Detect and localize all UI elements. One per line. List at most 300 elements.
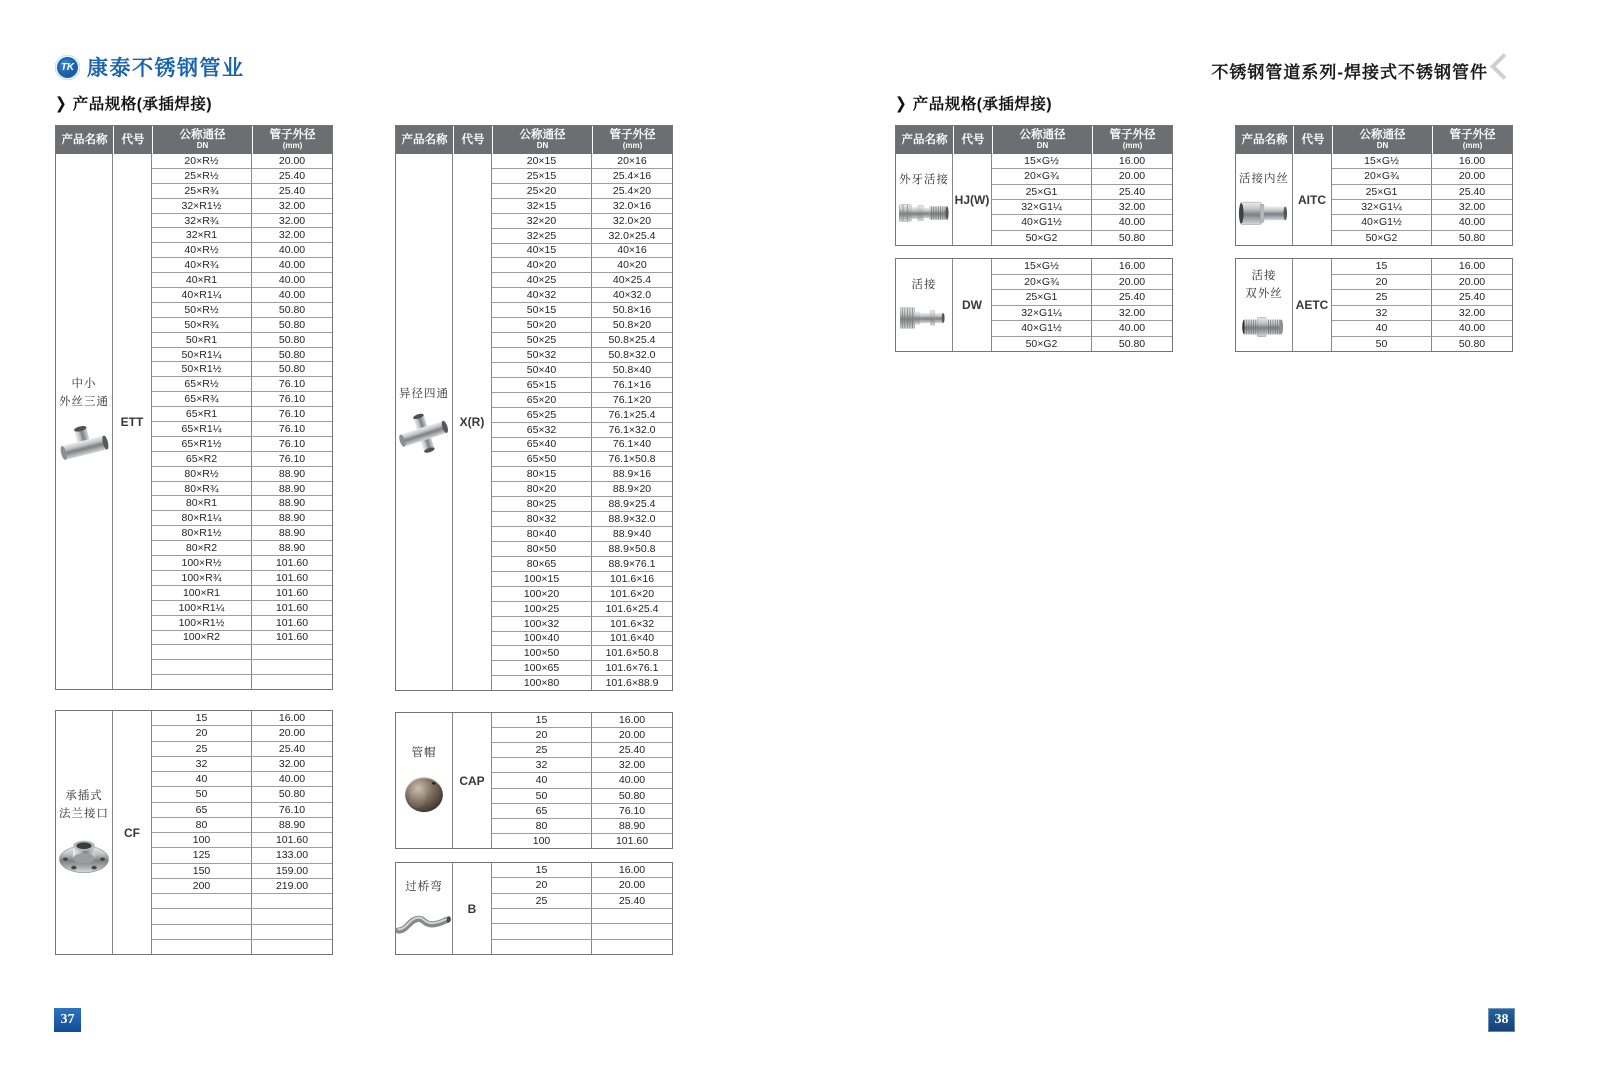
dn-cell: 100×50 xyxy=(492,646,592,660)
od-cell: 40.00 xyxy=(1458,216,1486,229)
dn-cell: 65×R1½ xyxy=(152,437,252,451)
od-cell: 76.1×16 xyxy=(612,378,652,391)
product-table-cf xyxy=(55,710,333,955)
dn-cell: 65×25 xyxy=(492,408,592,422)
od-cell: 50.80 xyxy=(278,788,306,801)
dn-cell: 40×G1½ xyxy=(1332,215,1432,229)
col-dn-line2: DN xyxy=(1036,141,1049,151)
table-row xyxy=(492,362,672,377)
dn-cell: 40×R1 xyxy=(152,273,252,287)
od-cell: 32.00 xyxy=(1118,201,1146,214)
table-row xyxy=(152,227,332,242)
product-name-cell xyxy=(1236,259,1293,351)
table-row xyxy=(492,877,672,892)
od-cell: 25.40 xyxy=(278,742,306,755)
table-row xyxy=(152,376,332,391)
table-row xyxy=(992,154,1172,168)
dn-cell: 65×20 xyxy=(492,393,592,407)
table-body xyxy=(896,154,1172,245)
dn-cell: 100×R1¼ xyxy=(152,601,252,615)
col-dn-line1: 公称通径 xyxy=(1019,128,1066,141)
table-row xyxy=(152,630,332,645)
col-product-name: 产品名称 xyxy=(401,133,448,146)
dn-cell: 15×G½ xyxy=(1332,154,1432,168)
table-row xyxy=(992,320,1172,336)
od-cell: 88.90 xyxy=(278,482,306,495)
table-row xyxy=(152,213,332,228)
table-row xyxy=(492,526,672,541)
table-row xyxy=(1332,289,1512,305)
table-row xyxy=(1332,230,1512,245)
table-row xyxy=(492,631,672,646)
dn-cell: 40×25 xyxy=(492,273,592,287)
col-dn xyxy=(992,126,1092,154)
col-od-line1: 管子外径 xyxy=(269,128,316,141)
od-cell: 20.00 xyxy=(1458,275,1486,288)
dn-cell xyxy=(152,894,252,908)
table-row xyxy=(152,272,332,287)
od-cell: 25.40 xyxy=(1458,185,1486,198)
od-cell: 88.9×16 xyxy=(612,468,652,481)
od-cell: 32.00 xyxy=(1458,306,1486,319)
dn-cell: 50×40 xyxy=(492,363,592,377)
table-row xyxy=(492,183,672,198)
table-row xyxy=(492,437,672,452)
dn-cell: 15 xyxy=(1332,259,1432,274)
col-dn xyxy=(1332,126,1432,154)
dn-cell: 65×R1¼ xyxy=(152,422,252,436)
table-row xyxy=(152,908,332,923)
od-cell: 50.80 xyxy=(618,789,646,802)
dn-cell: 25 xyxy=(492,743,592,757)
dn-cell xyxy=(492,940,592,954)
od-cell: 101.6×25.4 xyxy=(605,602,659,615)
od-cell: 76.10 xyxy=(618,804,646,817)
product-code: DW xyxy=(953,259,992,351)
col-dn xyxy=(492,126,592,154)
product-code: CF xyxy=(113,711,152,954)
table-row xyxy=(492,243,672,258)
dn-cell: 32×G1¼ xyxy=(992,306,1092,321)
table-row xyxy=(492,466,672,481)
col-od xyxy=(592,126,672,154)
product-name-cell xyxy=(896,259,953,351)
spec-rows xyxy=(492,713,672,848)
od-cell xyxy=(592,940,672,954)
od-cell: 25.40 xyxy=(1118,291,1146,304)
dn-cell: 65 xyxy=(152,803,252,817)
col-product-name: 产品名称 xyxy=(61,133,108,146)
od-cell: 32.00 xyxy=(278,199,306,212)
brand-logo xyxy=(55,52,245,82)
product-name xyxy=(1245,268,1283,304)
dn-cell: 32×G1¼ xyxy=(1332,200,1432,214)
table-row xyxy=(152,674,332,689)
col-dn-line1: 公称通径 xyxy=(1359,128,1406,141)
section-header-left xyxy=(55,92,212,114)
dn-cell: 100×R½ xyxy=(152,556,252,570)
dn-cell: 50 xyxy=(152,787,252,801)
dn-cell: 65 xyxy=(492,804,592,818)
od-cell: 88.9×32.0 xyxy=(608,513,656,526)
dn-cell: 20×G¾ xyxy=(992,169,1092,183)
dn-cell: 15 xyxy=(492,713,592,727)
od-cell: 50.8×20 xyxy=(612,319,652,332)
od-cell: 101.60 xyxy=(615,834,649,847)
od-cell: 50.80 xyxy=(1458,337,1486,350)
od-cell: 101.60 xyxy=(275,631,309,644)
dn-cell: 40×G1½ xyxy=(992,321,1092,336)
od-cell: 20.00 xyxy=(618,729,646,742)
product-code: ETT xyxy=(113,154,152,689)
table-row xyxy=(152,302,332,317)
spec-rows xyxy=(992,259,1172,351)
table-row xyxy=(1332,168,1512,183)
dn-cell: 20×15 xyxy=(492,154,592,168)
od-cell: 76.1×25.4 xyxy=(608,408,656,421)
dn-cell: 50×R¾ xyxy=(152,318,252,332)
product-name-line: 活接 xyxy=(911,278,937,291)
table-row xyxy=(992,184,1172,199)
table-row xyxy=(152,183,332,198)
od-cell: 25.40 xyxy=(1458,291,1486,304)
od-cell xyxy=(252,925,332,939)
od-cell: 76.1×32.0 xyxy=(608,423,656,436)
product-name-line: 过桥弯 xyxy=(405,881,443,894)
dn-cell: 65×50 xyxy=(492,452,592,466)
table-header-row xyxy=(896,126,1172,154)
od-cell: 76.10 xyxy=(278,378,306,391)
col-od xyxy=(1092,126,1172,154)
od-cell: 20.00 xyxy=(618,879,646,892)
od-cell: 25.4×16 xyxy=(612,169,652,182)
table-row xyxy=(152,924,332,939)
flange-image xyxy=(57,833,111,877)
arrow-icon: ❯ xyxy=(895,93,907,112)
product-name-line: 活接 xyxy=(1251,269,1277,282)
od-cell: 50.80 xyxy=(278,303,306,316)
tee-fitting-image xyxy=(57,421,111,467)
table-row xyxy=(1332,184,1512,199)
dn-cell xyxy=(152,645,252,659)
od-cell: 76.10 xyxy=(278,393,306,406)
dn-cell xyxy=(152,925,252,939)
table-row xyxy=(492,863,672,877)
od-cell: 25.40 xyxy=(278,169,306,182)
table-row xyxy=(492,481,672,496)
od-cell: 16.00 xyxy=(1458,155,1486,168)
dn-cell: 40 xyxy=(492,773,592,787)
od-cell: 32.0×20 xyxy=(612,214,652,227)
dn-cell: 100×R1½ xyxy=(152,616,252,630)
od-cell: 40.00 xyxy=(278,259,306,272)
product-name-cell xyxy=(396,713,453,848)
od-cell: 16.00 xyxy=(618,864,646,877)
table-row xyxy=(492,772,672,787)
product-code: X(R) xyxy=(453,154,492,690)
product-table-xr xyxy=(395,125,673,691)
od-cell: 32.0×25.4 xyxy=(608,229,656,242)
od-cell: 88.9×50.8 xyxy=(608,542,656,555)
page-number-left: 37 xyxy=(54,1008,81,1032)
dn-cell: 25×15 xyxy=(492,169,592,183)
page-number-right: 38 xyxy=(1488,1008,1515,1032)
od-cell: 159.00 xyxy=(275,864,309,877)
od-cell: 88.9×25.4 xyxy=(608,498,656,511)
dn-cell: 65×R1 xyxy=(152,407,252,421)
pipe-cap-image xyxy=(401,772,447,816)
od-cell xyxy=(252,645,332,659)
od-cell: 76.1×40 xyxy=(612,438,652,451)
dn-cell: 80×R1½ xyxy=(152,526,252,540)
od-cell: 88.90 xyxy=(278,542,306,555)
table-row xyxy=(152,466,332,481)
product-name-cell xyxy=(56,154,113,689)
product-table-aitc xyxy=(1235,125,1513,246)
table-row xyxy=(492,377,672,392)
table-row xyxy=(492,317,672,332)
od-cell: 40.00 xyxy=(1458,322,1486,335)
od-cell: 219.00 xyxy=(275,879,309,892)
od-cell: 76.10 xyxy=(278,437,306,450)
od-cell: 20.00 xyxy=(1458,170,1486,183)
table-row xyxy=(1332,336,1512,352)
col-code: 代号 xyxy=(453,126,492,154)
dn-cell: 100×R1 xyxy=(152,586,252,600)
chevron-left-icon xyxy=(1490,53,1517,80)
dn-cell: 50×G2 xyxy=(1332,231,1432,245)
dn-cell: 50 xyxy=(492,789,592,803)
section-header-right xyxy=(895,92,1052,114)
table-row xyxy=(152,939,332,954)
dn-cell: 40×R½ xyxy=(152,243,252,257)
table-row xyxy=(492,213,672,228)
dn-cell: 40×32 xyxy=(492,288,592,302)
table-row xyxy=(492,302,672,317)
od-cell: 88.90 xyxy=(618,819,646,832)
dn-cell: 40 xyxy=(1332,321,1432,336)
table-row xyxy=(152,847,332,862)
dn-cell: 80×15 xyxy=(492,467,592,481)
col-dn-line1: 公称通径 xyxy=(179,128,226,141)
product-code: AETC xyxy=(1293,259,1332,351)
table-row xyxy=(492,818,672,833)
product-name-line: 异径四通 xyxy=(399,387,449,400)
table-row xyxy=(492,332,672,347)
product-name xyxy=(912,277,937,295)
od-cell: 88.90 xyxy=(278,527,306,540)
section-title: 产品规格(承插焊接) xyxy=(72,96,213,113)
col-od xyxy=(1432,126,1512,154)
od-cell: 50.8×25.4 xyxy=(608,334,656,347)
dn-cell: 50 xyxy=(1332,337,1432,352)
dn-cell: 15×G½ xyxy=(992,259,1092,274)
dn-cell: 100×R¾ xyxy=(152,571,252,585)
table-row xyxy=(152,893,332,908)
table-row xyxy=(492,660,672,675)
table-row xyxy=(492,422,672,437)
od-cell: 16.00 xyxy=(278,712,306,725)
col-od-line1: 管子外径 xyxy=(1109,128,1156,141)
od-cell: 25.40 xyxy=(278,184,306,197)
dn-cell: 50×20 xyxy=(492,318,592,332)
od-cell: 25.40 xyxy=(618,894,646,907)
od-cell: 101.60 xyxy=(275,834,309,847)
od-cell: 88.90 xyxy=(278,467,306,480)
table-row xyxy=(1332,259,1512,274)
dn-cell: 25×20 xyxy=(492,184,592,198)
product-name-line: 中小 xyxy=(71,378,97,391)
table-row xyxy=(152,154,332,168)
table-row xyxy=(492,257,672,272)
dn-cell: 100 xyxy=(152,833,252,847)
od-cell: 101.6×16 xyxy=(609,572,655,585)
table-row xyxy=(152,287,332,302)
od-cell: 40.00 xyxy=(1118,322,1146,335)
product-name-line: 法兰接口 xyxy=(59,808,109,820)
product-table-cap xyxy=(395,712,673,849)
od-cell xyxy=(252,675,332,689)
od-cell: 50.8×40 xyxy=(612,363,652,376)
dn-cell: 32×15 xyxy=(492,199,592,213)
dn-cell: 125 xyxy=(152,848,252,862)
product-name-cell xyxy=(896,154,953,245)
dn-cell xyxy=(152,909,252,923)
dn-cell: 80 xyxy=(152,818,252,832)
male-union-image xyxy=(897,199,951,227)
dn-cell: 20 xyxy=(492,878,592,892)
cross-fitting-image xyxy=(397,412,451,458)
table-row xyxy=(492,287,672,302)
table-row xyxy=(992,214,1172,229)
dn-cell: 32×R1 xyxy=(152,228,252,242)
od-cell: 76.10 xyxy=(278,408,306,421)
od-cell: 50.80 xyxy=(1118,231,1146,244)
union-image xyxy=(898,303,950,333)
od-cell: 76.1×50.8 xyxy=(608,453,656,466)
table-row xyxy=(492,788,672,803)
od-cell: 20×16 xyxy=(617,154,647,167)
table-row xyxy=(152,600,332,615)
table-row xyxy=(992,289,1172,305)
od-cell: 101.60 xyxy=(275,586,309,599)
table-row xyxy=(152,168,332,183)
table-row xyxy=(492,571,672,586)
od-cell: 32.00 xyxy=(278,229,306,242)
dn-cell: 50×R1½ xyxy=(152,362,252,376)
od-cell xyxy=(252,909,332,923)
dn-cell: 20 xyxy=(1332,275,1432,290)
od-cell: 16.00 xyxy=(1118,155,1146,168)
od-cell: 101.6×40 xyxy=(609,632,655,645)
od-cell: 40×32.0 xyxy=(612,289,652,302)
table-row xyxy=(152,451,332,466)
table-row xyxy=(492,713,672,727)
product-table-ett xyxy=(55,125,333,690)
od-cell: 88.9×76.1 xyxy=(608,557,656,570)
table-row xyxy=(152,525,332,540)
col-product-name: 产品名称 xyxy=(901,133,948,146)
product-code: CAP xyxy=(453,713,492,848)
col-od-line1: 管子外径 xyxy=(1449,128,1496,141)
table-body xyxy=(396,154,672,690)
table-row xyxy=(152,242,332,257)
od-cell: 133.00 xyxy=(275,849,309,862)
od-cell: 88.90 xyxy=(278,512,306,525)
od-cell: 32.00 xyxy=(278,757,306,770)
od-cell: 32.00 xyxy=(618,759,646,772)
table-row xyxy=(1332,154,1512,168)
od-cell: 50.80 xyxy=(1458,231,1486,244)
table-body xyxy=(396,713,672,848)
spec-rows xyxy=(992,154,1172,245)
od-cell: 50.80 xyxy=(1118,337,1146,350)
dn-cell: 50×R½ xyxy=(152,303,252,317)
dn-cell: 32 xyxy=(492,758,592,772)
product-code: B xyxy=(453,863,492,954)
dn-cell: 20 xyxy=(152,726,252,740)
dn-cell: 40×15 xyxy=(492,244,592,258)
dn-cell: 40×R1¼ xyxy=(152,288,252,302)
table-row xyxy=(152,361,332,376)
dn-cell: 50×15 xyxy=(492,303,592,317)
product-table-b xyxy=(395,862,673,955)
dn-cell: 25 xyxy=(152,742,252,756)
dn-cell: 50×R1 xyxy=(152,333,252,347)
tk-logo-icon xyxy=(55,55,80,80)
od-cell: 50.8×32.0 xyxy=(608,348,656,361)
col-dn-line2: DN xyxy=(1376,141,1389,151)
table-row xyxy=(492,451,672,466)
od-cell: 88.90 xyxy=(278,497,306,510)
col-dn xyxy=(152,126,252,154)
dn-cell: 25 xyxy=(1332,290,1432,305)
dn-cell: 50×25 xyxy=(492,333,592,347)
dn-cell: 65×R2 xyxy=(152,452,252,466)
table-row xyxy=(492,645,672,660)
table-row xyxy=(492,556,672,571)
spec-rows xyxy=(152,711,332,954)
product-code: HJ(W) xyxy=(953,154,992,245)
dn-cell: 80×25 xyxy=(492,497,592,511)
table-row xyxy=(152,585,332,600)
dn-cell: 32×R1½ xyxy=(152,199,252,213)
col-od xyxy=(252,126,332,154)
table-row xyxy=(152,510,332,525)
dn-cell: 65×R¾ xyxy=(152,392,252,406)
table-row xyxy=(492,198,672,213)
table-row xyxy=(152,725,332,740)
table-row xyxy=(152,771,332,786)
dn-cell: 50×G2 xyxy=(992,231,1092,245)
dn-cell: 15 xyxy=(492,863,592,877)
table-row xyxy=(152,832,332,847)
dn-cell: 40 xyxy=(152,772,252,786)
spec-rows xyxy=(492,863,672,954)
product-name-line: 外丝三通 xyxy=(59,396,109,408)
product-name-line: 承插式 xyxy=(65,790,103,803)
dn-cell: 25×R½ xyxy=(152,169,252,183)
table-row xyxy=(1332,274,1512,290)
dn-cell: 80×20 xyxy=(492,482,592,496)
dn-cell: 100×32 xyxy=(492,617,592,631)
table-row xyxy=(152,555,332,570)
col-dn-line1: 公称通径 xyxy=(519,128,566,141)
double-male-union-image xyxy=(1240,312,1288,342)
dn-cell: 80×R2 xyxy=(152,541,252,555)
od-cell: 101.60 xyxy=(275,601,309,614)
product-name xyxy=(59,788,109,824)
